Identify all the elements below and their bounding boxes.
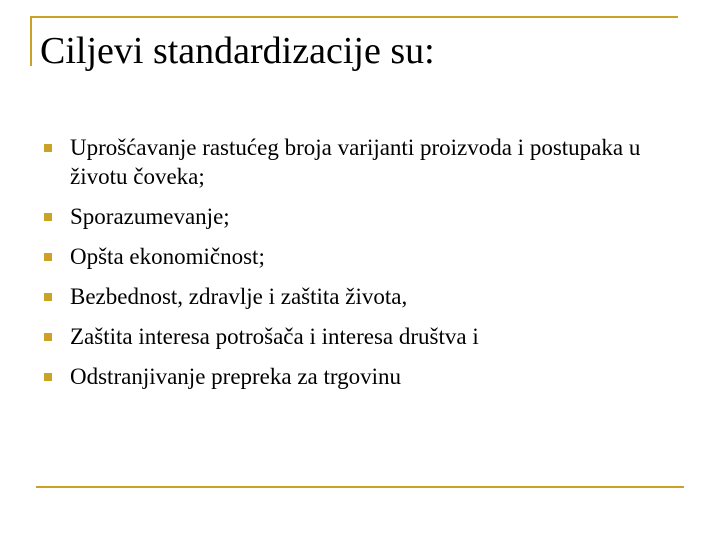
bullet-text: Zaštita interesa potrošača i interesa društva i xyxy=(70,324,479,349)
list-item xyxy=(40,202,680,231)
slide-title: Ciljevi standardizacije su: xyxy=(40,30,435,72)
left-divider xyxy=(30,16,32,66)
square-bullet-icon xyxy=(44,144,52,152)
list-item xyxy=(40,362,680,391)
bullet-text: Odstranjivanje prepreka za trgovinu xyxy=(70,364,402,389)
list-item xyxy=(40,282,680,311)
square-bullet-icon xyxy=(44,253,52,261)
square-bullet-icon xyxy=(44,293,52,301)
bullet-text: Bezbednost, zdravlje i zaštita života, xyxy=(70,284,408,309)
bullet-text: Sporazumevanje; xyxy=(70,204,230,229)
bottom-divider xyxy=(36,486,684,488)
bullet-list xyxy=(40,133,680,402)
top-divider xyxy=(30,16,678,18)
list-item xyxy=(40,133,680,191)
square-bullet-icon xyxy=(44,213,52,221)
square-bullet-icon xyxy=(44,333,52,341)
bullet-text: Uprošćavanje rastućeg broja varijanti proizvoda i postupaka u životu čoveka; xyxy=(70,135,641,189)
list-item xyxy=(40,322,680,351)
list-item xyxy=(40,242,680,271)
bullet-text: Opšta ekonomičnost; xyxy=(70,244,265,269)
square-bullet-icon xyxy=(44,373,52,381)
